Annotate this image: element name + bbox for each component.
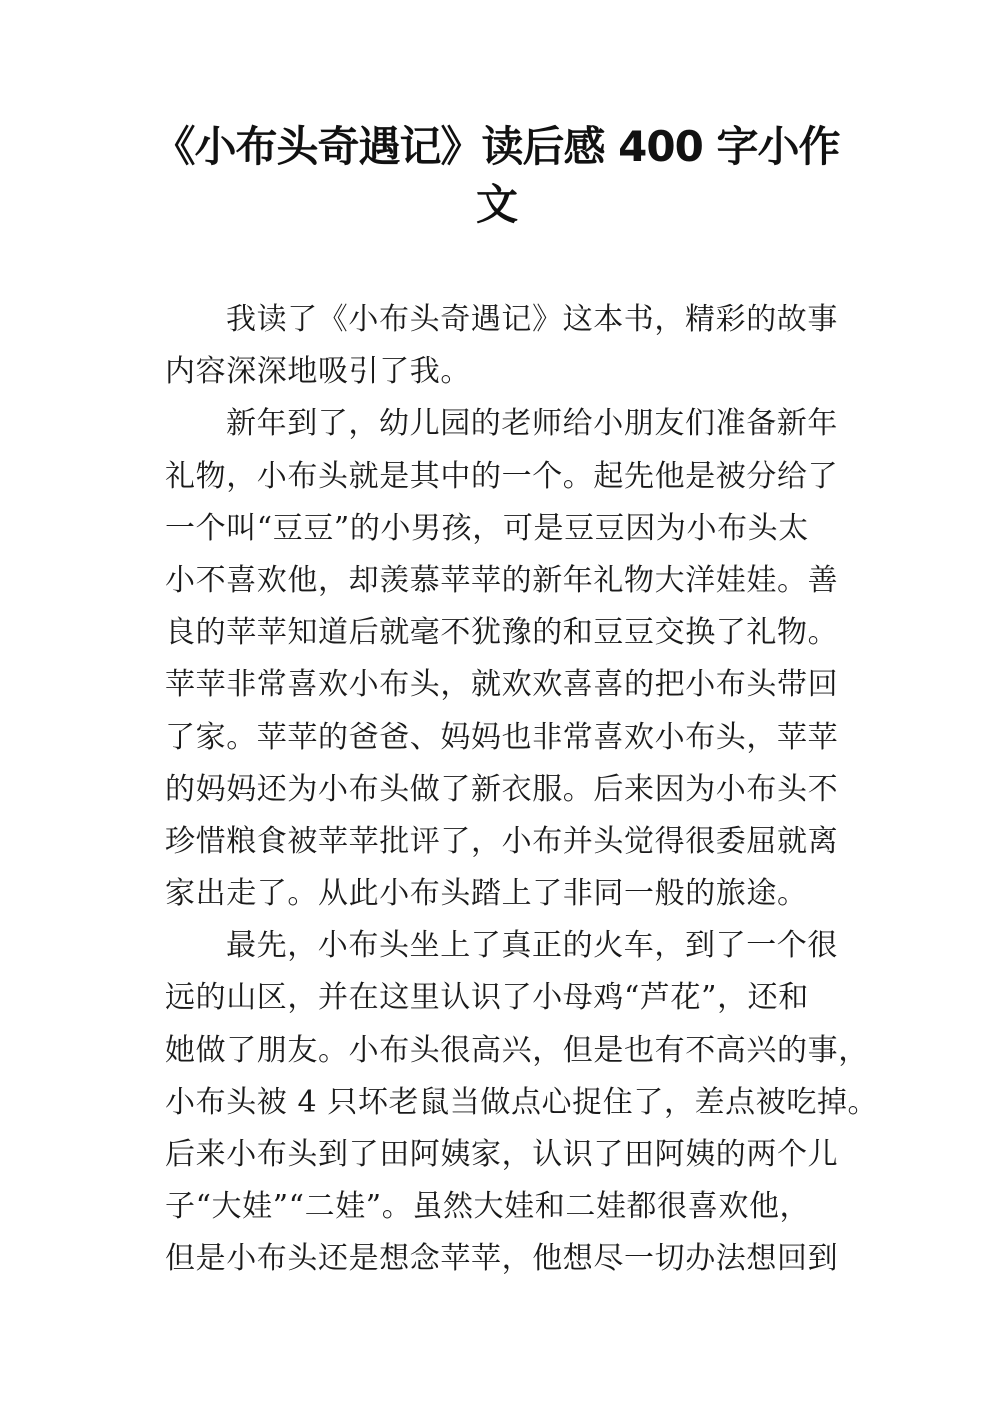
text-line: 后来小布头到了田阿姨家，认识了田阿姨的两个儿: [165, 1137, 839, 1172]
text-line: 远的山区，并在这里认识了小母鸡“芦花”，还和: [165, 980, 809, 1016]
text-line: 最先，小布头坐上了真正的火车，到了一个很: [226, 928, 838, 964]
text-line: 家出走了。从此小布头踏上了非同一般的旅途。: [165, 876, 808, 912]
text-line: 珍惜粮食被苹苹批评了，小布并头觉得很委屈就离: [165, 823, 839, 859]
text-line: 小布头被 4 只坏老鼠当做点心捉住了，差点被吃掉。: [165, 1084, 879, 1120]
text-line: 她做了朋友。小布头很高兴，但是也有不高兴的事，: [165, 1032, 869, 1068]
text-line: 苹苹非常喜欢小布头，就欢欢喜喜的把小布头带回: [165, 667, 839, 703]
text-line: 但是小布头还是想念苹苹，他想尽一切办法想回到: [165, 1241, 839, 1277]
text-line: 礼物，小布头就是其中的一个。起先他是被分给了: [165, 458, 839, 494]
title-line: 《小布头奇遇记》读后感 400 字小作: [153, 122, 840, 171]
text-line: 新年到了，幼儿园的老师给小朋友们准备新年: [226, 406, 838, 442]
text-line: 一个叫“豆豆”的小男孩，可是豆豆因为小布头太: [165, 510, 809, 546]
paragraph-2: [165, 398, 845, 920]
title-line: 文: [475, 180, 517, 229]
text-line: 子“大娃”“二娃”。虽然大娃和二娃都很喜欢他，: [165, 1189, 811, 1225]
paragraph-1: [165, 294, 845, 398]
paragraph-3: [165, 920, 879, 1285]
document-body: [165, 294, 879, 1286]
text-line: 小不喜欢他，却羡慕苹苹的新年礼物大洋娃娃。善: [165, 562, 839, 598]
text-line: 我读了《小布头奇遇记》这本书，精彩的故事: [226, 302, 838, 337]
document-title: [150, 118, 843, 234]
text-line: 了家。苹苹的爸爸、妈妈也非常喜欢小布头，苹苹: [165, 719, 839, 755]
text-line: 的妈妈还为小布头做了新衣服。后来因为小布头不: [165, 771, 839, 807]
text-line: 内容深深地吸引了我。: [165, 354, 471, 390]
text-line: 良的苹苹知道后就毫不犹豫的和豆豆交换了礼物。: [165, 615, 839, 651]
